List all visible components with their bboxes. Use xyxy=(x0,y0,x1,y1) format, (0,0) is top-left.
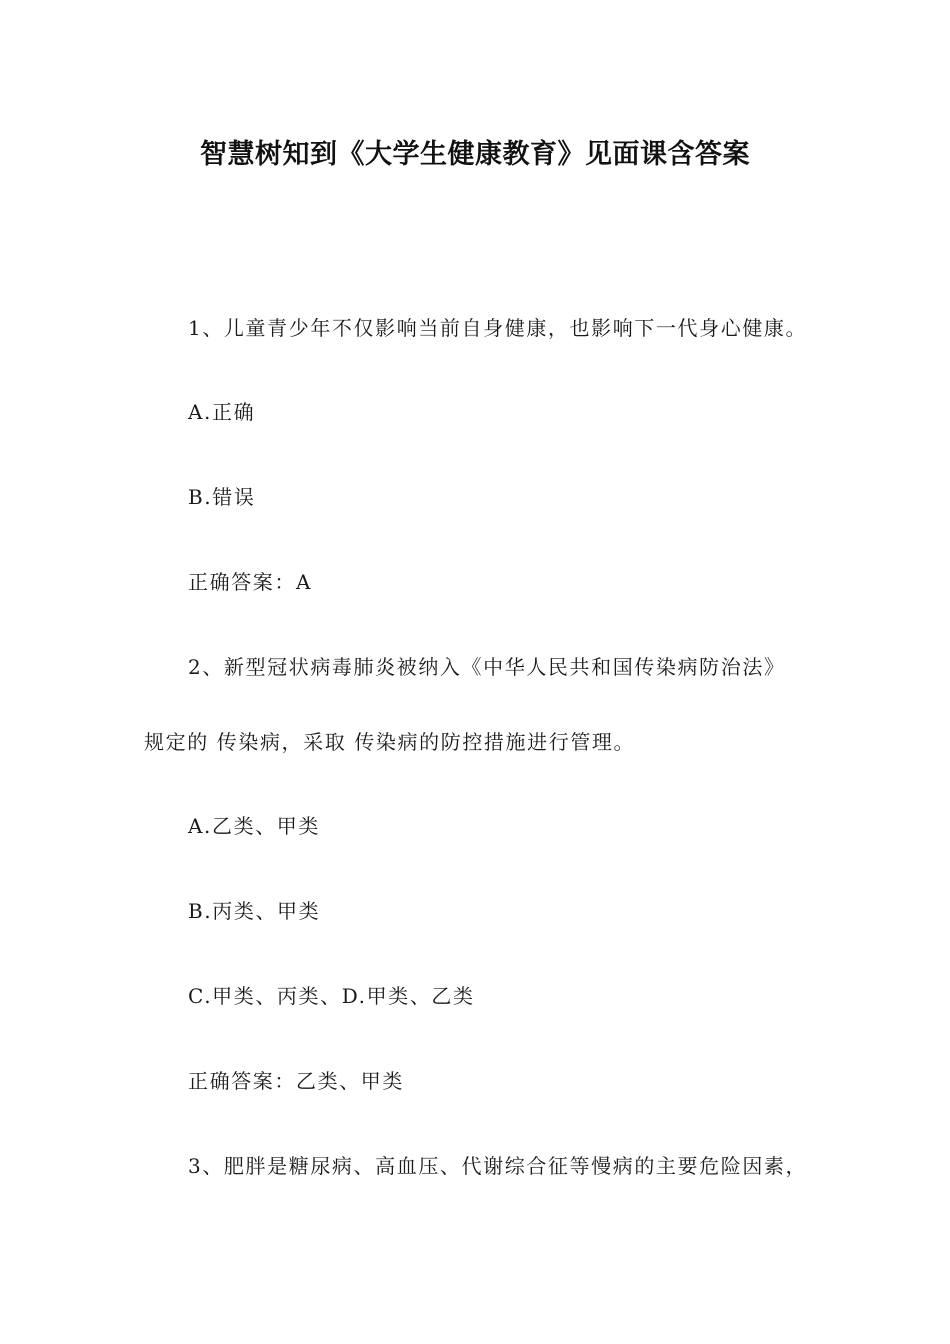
question-2-option-a: A.乙类、甲类 xyxy=(188,814,321,838)
question-1-option-b: B.错误 xyxy=(188,485,256,509)
question-2-text-continued: 规定的 传染病，采取 传染病的防控措施进行管理。 xyxy=(144,730,636,754)
question-3-text: 3、肥胖是糖尿病、高血压、代谢综合征等慢病的主要危险因素， xyxy=(188,1154,808,1178)
question-1-answer: 正确答案：A xyxy=(188,570,313,594)
page-title: 智慧树知到《大学生健康教育》见面课含答案 xyxy=(200,139,750,170)
question-1-text: 1、儿童青少年不仅影响当前自身健康，也影响下一代身心健康。 xyxy=(188,316,808,340)
question-1-option-a: A.正确 xyxy=(188,400,256,424)
question-2-answer: 正确答案：乙类、甲类 xyxy=(188,1069,404,1093)
question-2-text: 2、新型冠状病毒肺炎被纳入《中华人民共和国传染病防治法》 xyxy=(188,655,786,679)
question-2-option-b: B.丙类、甲类 xyxy=(188,899,321,923)
question-2-option-c-d: C.甲类、丙类、D.甲类、乙类 xyxy=(188,984,475,1008)
